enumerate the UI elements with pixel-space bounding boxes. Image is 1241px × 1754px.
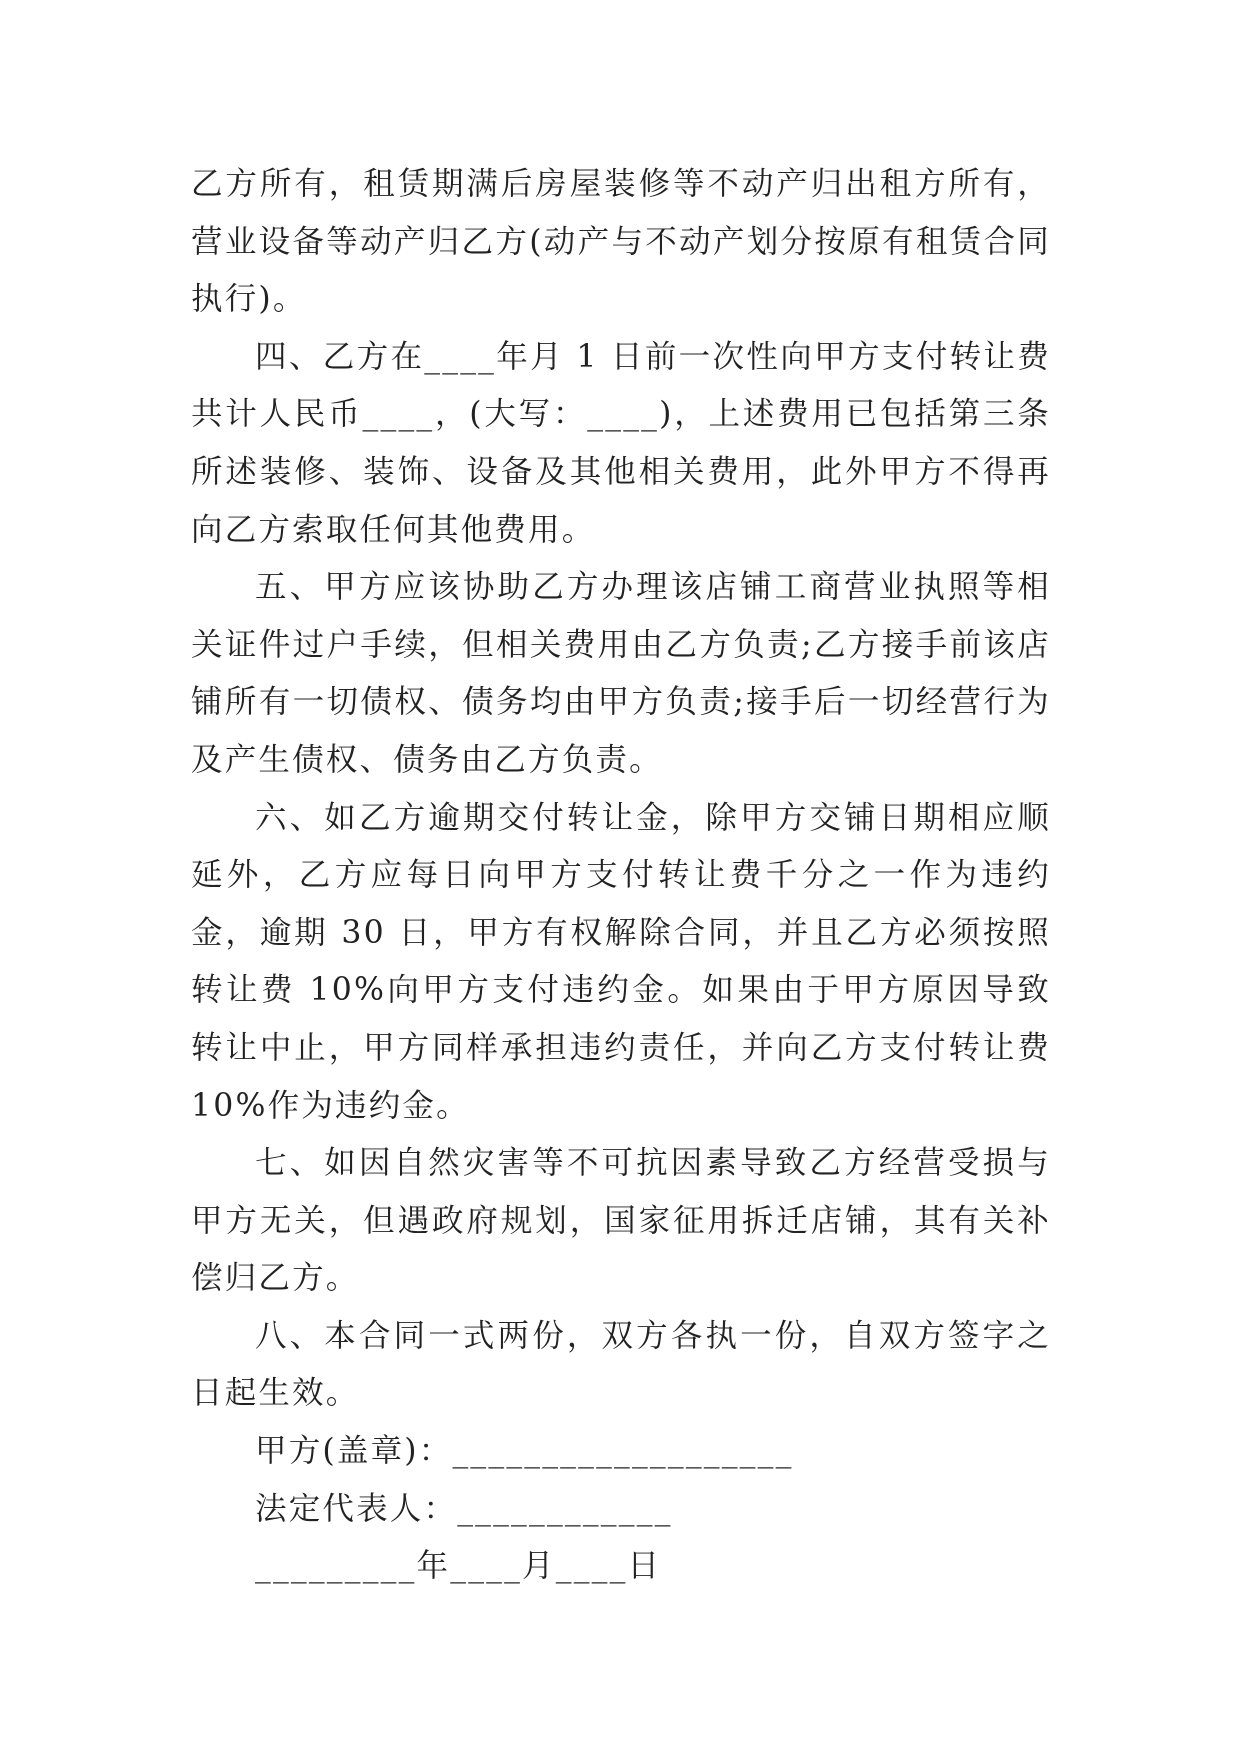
clause-4-paragraph: 四、乙方在____年月 1 日前一次性向甲方支付转让费共计人民币____，(大写：____)，上述费用已包括第三条所述装修、装饰、设备及其他相关费用，此外甲方不得再向乙方索取任何其他费用。 <box>191 338 1051 548</box>
document-body <box>191 156 1064 1596</box>
clause-6-paragraph: 六、如乙方逾期交付转让金，除甲方交铺日期相应顺延外，乙方应每日向甲方支付转让费千分之一作为违约金，逾期 30 日，甲方有权解除合同，并且乙方必须按照转让费 10%向甲方支付违约金。如果由于甲方原因导致转让中止，甲方同样承担违约责任，并向乙方支付转让费 10%作为违约金。 <box>191 799 1064 1124</box>
legal-representative-line: 法定代表人：____________ <box>255 1490 673 1527</box>
party-a-signature-line: 甲方(盖章)：___________________ <box>255 1433 794 1470</box>
paragraph-continuation: 乙方所有，租赁期满后房屋装修等不动产归出租方所有，营业设备等动产归乙方(动产与不动产划分按原有租赁合同执行)。 <box>191 166 1051 318</box>
clause-8-paragraph: 八、本合同一式两份，双方各执一份，自双方签字之日起生效。 <box>191 1317 1051 1412</box>
signing-date-line: _________年____月____日 <box>255 1548 662 1585</box>
clause-7-paragraph: 七、如因自然灾害等不可抗因素导致乙方经营受损与甲方无关，但遇政府规划，国家征用拆迁店铺，其有关补偿归乙方。 <box>191 1145 1051 1297</box>
clause-5-paragraph: 五、甲方应该协助乙方办理该店铺工商营业执照等相关证件过户手续，但相关费用由乙方负责;乙方接手前该店铺所有一切债权、债务均由甲方负责;接手后一切经营行为及产生债权、债务由乙方负责。 <box>191 569 1051 778</box>
